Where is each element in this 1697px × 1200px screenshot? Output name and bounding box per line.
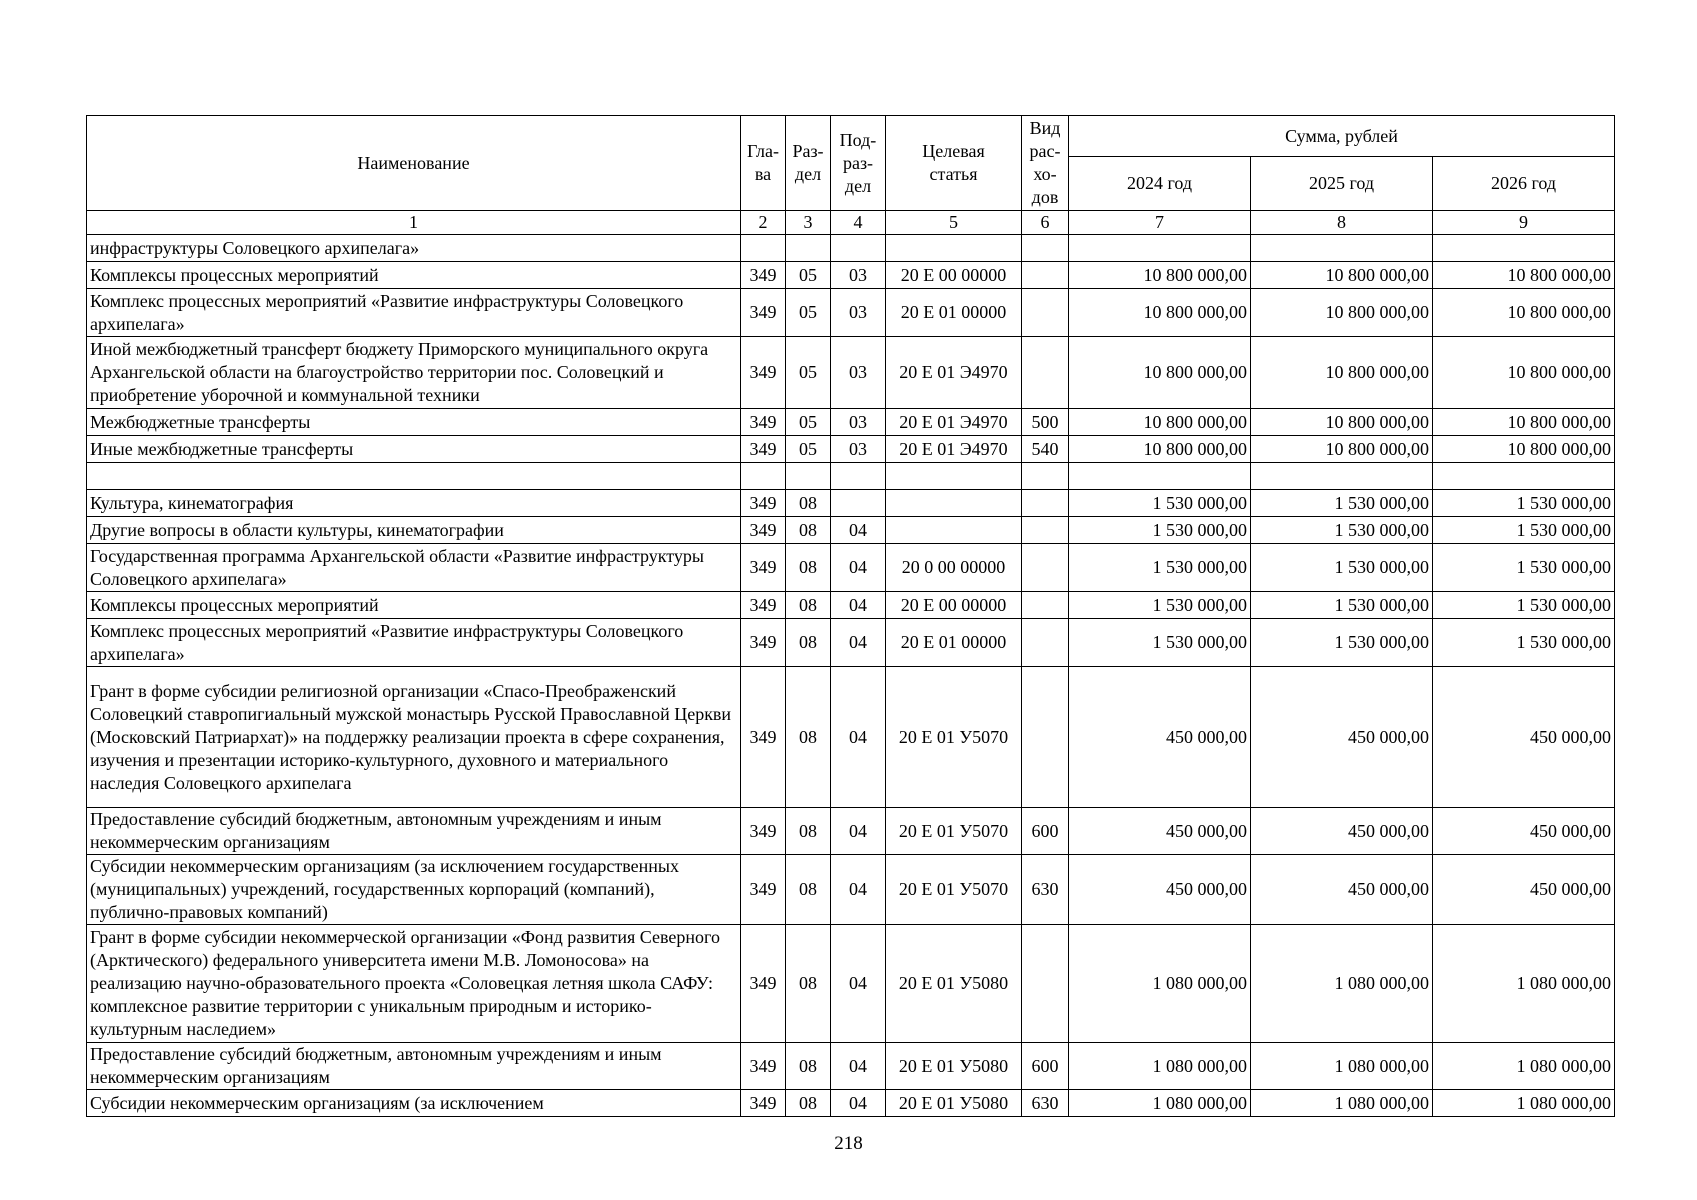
row-podrazdel: 03 bbox=[831, 337, 886, 409]
row-vid bbox=[1022, 337, 1069, 409]
header-glava: Гла- ва bbox=[741, 116, 786, 211]
row-sum-2026: 450 000,00 bbox=[1433, 808, 1615, 855]
row-sum-2025: 1 530 000,00 bbox=[1251, 619, 1433, 667]
row-vid bbox=[1022, 289, 1069, 337]
row-name: Субсидии некоммерческим организациям (за исключением bbox=[87, 1090, 741, 1117]
row-vid bbox=[1022, 667, 1069, 808]
header-razdel: Раз- дел bbox=[786, 116, 831, 211]
row-celevaya bbox=[886, 235, 1022, 262]
row-sum-2026 bbox=[1433, 463, 1615, 490]
row-sum-2025: 450 000,00 bbox=[1251, 855, 1433, 925]
row-razdel: 08 bbox=[786, 855, 831, 925]
row-sum-2024 bbox=[1069, 463, 1251, 490]
row-vid: 600 bbox=[1022, 1043, 1069, 1090]
row-sum-2026: 450 000,00 bbox=[1433, 667, 1615, 808]
row-sum-2025: 450 000,00 bbox=[1251, 808, 1433, 855]
row-vid bbox=[1022, 925, 1069, 1043]
col-num-1: 1 bbox=[87, 211, 741, 235]
row-vid bbox=[1022, 463, 1069, 490]
row-glava: 349 bbox=[741, 409, 786, 436]
row-glava bbox=[741, 463, 786, 490]
row-sum-2026: 10 800 000,00 bbox=[1433, 409, 1615, 436]
row-sum-2026: 450 000,00 bbox=[1433, 855, 1615, 925]
row-sum-2026 bbox=[1433, 235, 1615, 262]
row-glava: 349 bbox=[741, 1090, 786, 1117]
row-name: Комплекс процессных мероприятий «Развитие инфраструктуры Соловецкого архипелага» bbox=[87, 289, 741, 337]
row-sum-2025: 10 800 000,00 bbox=[1251, 409, 1433, 436]
row-sum-2026: 1 080 000,00 bbox=[1433, 1043, 1615, 1090]
row-name bbox=[87, 463, 741, 490]
row-razdel: 08 bbox=[786, 1043, 831, 1090]
row-sum-2026: 1 080 000,00 bbox=[1433, 925, 1615, 1043]
row-sum-2024: 1 530 000,00 bbox=[1069, 490, 1251, 517]
row-name: Государственная программа Архангельской области «Развитие инфраструктуры Соловецкого архипелага» bbox=[87, 544, 741, 592]
row-glava: 349 bbox=[741, 436, 786, 463]
header-celevaya: Целевая статья bbox=[886, 116, 1022, 211]
row-sum-2025: 1 080 000,00 bbox=[1251, 925, 1433, 1043]
row-celevaya bbox=[886, 463, 1022, 490]
row-sum-2025: 1 530 000,00 bbox=[1251, 490, 1433, 517]
row-podrazdel: 04 bbox=[831, 592, 886, 619]
col-num-8: 8 bbox=[1251, 211, 1433, 235]
row-razdel: 05 bbox=[786, 262, 831, 289]
row-vid bbox=[1022, 235, 1069, 262]
row-podrazdel bbox=[831, 463, 886, 490]
row-sum-2024: 1 530 000,00 bbox=[1069, 592, 1251, 619]
row-sum-2026: 10 800 000,00 bbox=[1433, 262, 1615, 289]
page-number: 218 bbox=[834, 1133, 863, 1154]
row-razdel: 08 bbox=[786, 517, 831, 544]
row-celevaya: 20 Е 01 Э4970 bbox=[886, 436, 1022, 463]
col-num-7: 7 bbox=[1069, 211, 1251, 235]
row-sum-2024: 10 800 000,00 bbox=[1069, 409, 1251, 436]
row-celevaya: 20 Е 01 00000 bbox=[886, 619, 1022, 667]
row-glava: 349 bbox=[741, 1043, 786, 1090]
row-sum-2025: 1 530 000,00 bbox=[1251, 544, 1433, 592]
row-sum-2026: 1 530 000,00 bbox=[1433, 544, 1615, 592]
row-vid: 630 bbox=[1022, 1090, 1069, 1117]
row-podrazdel: 04 bbox=[831, 855, 886, 925]
row-vid bbox=[1022, 490, 1069, 517]
row-name: Межбюджетные трансферты bbox=[87, 409, 741, 436]
row-name: Предоставление субсидий бюджетным, автономным учреждениям и иным некоммерческим организациям bbox=[87, 808, 741, 855]
row-vid: 600 bbox=[1022, 808, 1069, 855]
row-sum-2025 bbox=[1251, 463, 1433, 490]
budget-table bbox=[86, 115, 1615, 1117]
row-vid: 630 bbox=[1022, 855, 1069, 925]
row-razdel bbox=[786, 235, 831, 262]
row-podrazdel: 03 bbox=[831, 289, 886, 337]
row-sum-2025: 1 080 000,00 bbox=[1251, 1090, 1433, 1117]
row-podrazdel: 04 bbox=[831, 1090, 886, 1117]
row-celevaya: 20 Е 01 У5080 bbox=[886, 1090, 1022, 1117]
table-row bbox=[87, 855, 1615, 925]
row-celevaya: 20 Е 01 Э4970 bbox=[886, 337, 1022, 409]
row-name: Грант в форме субсидии некоммерческой организации «Фонд развития Северного (Арктического) федерального университета имени М.В. Ломоносова» на реализацию научно-образовательного проекта «Соловецкая летняя школа САФУ: комплексное развитие территории с уникальным природным и историко-культурным наследием» bbox=[87, 925, 741, 1043]
table-row bbox=[87, 619, 1615, 667]
col-num-6: 6 bbox=[1022, 211, 1069, 235]
row-name: Другие вопросы в области культуры, кинематографии bbox=[87, 517, 741, 544]
row-sum-2024 bbox=[1069, 235, 1251, 262]
row-razdel: 05 bbox=[786, 289, 831, 337]
row-glava: 349 bbox=[741, 337, 786, 409]
row-razdel: 08 bbox=[786, 619, 831, 667]
header-summa: Сумма, рублей bbox=[1069, 116, 1615, 157]
row-glava: 349 bbox=[741, 592, 786, 619]
table-row bbox=[87, 592, 1615, 619]
row-razdel: 08 bbox=[786, 1090, 831, 1117]
row-razdel: 08 bbox=[786, 667, 831, 808]
row-name: Комплексы процессных мероприятий bbox=[87, 262, 741, 289]
row-celevaya bbox=[886, 517, 1022, 544]
row-glava: 349 bbox=[741, 808, 786, 855]
row-razdel: 08 bbox=[786, 592, 831, 619]
row-sum-2024: 10 800 000,00 bbox=[1069, 289, 1251, 337]
row-sum-2024: 10 800 000,00 bbox=[1069, 436, 1251, 463]
row-celevaya: 20 0 00 00000 bbox=[886, 544, 1022, 592]
row-celevaya: 20 Е 01 У5070 bbox=[886, 808, 1022, 855]
row-name: Субсидии некоммерческим организациям (за исключением государственных (муниципальных) учреждений, государственных корпораций (компаний), публично-правовых компаний) bbox=[87, 855, 741, 925]
row-sum-2024: 10 800 000,00 bbox=[1069, 262, 1251, 289]
row-sum-2025: 450 000,00 bbox=[1251, 667, 1433, 808]
col-num-9: 9 bbox=[1433, 211, 1615, 235]
table-row bbox=[87, 463, 1615, 490]
row-sum-2024: 1 530 000,00 bbox=[1069, 517, 1251, 544]
row-sum-2024: 1 080 000,00 bbox=[1069, 1090, 1251, 1117]
row-name: инфраструктуры Соловецкого архипелага» bbox=[87, 235, 741, 262]
header-2024: 2024 год bbox=[1069, 157, 1251, 211]
row-razdel: 08 bbox=[786, 490, 831, 517]
table-row bbox=[87, 517, 1615, 544]
row-glava: 349 bbox=[741, 289, 786, 337]
row-glava: 349 bbox=[741, 619, 786, 667]
table-row bbox=[87, 667, 1615, 808]
row-sum-2026: 1 530 000,00 bbox=[1433, 592, 1615, 619]
row-razdel: 05 bbox=[786, 436, 831, 463]
row-razdel: 08 bbox=[786, 925, 831, 1043]
row-razdel: 05 bbox=[786, 409, 831, 436]
row-vid: 500 bbox=[1022, 409, 1069, 436]
table-row bbox=[87, 1090, 1615, 1117]
row-name: Иные межбюджетные трансферты bbox=[87, 436, 741, 463]
row-sum-2025: 1 080 000,00 bbox=[1251, 1043, 1433, 1090]
row-sum-2024: 1 530 000,00 bbox=[1069, 619, 1251, 667]
row-podrazdel: 03 bbox=[831, 436, 886, 463]
row-sum-2025: 10 800 000,00 bbox=[1251, 289, 1433, 337]
row-sum-2024: 450 000,00 bbox=[1069, 667, 1251, 808]
row-sum-2024: 450 000,00 bbox=[1069, 855, 1251, 925]
row-sum-2024: 1 080 000,00 bbox=[1069, 925, 1251, 1043]
row-podrazdel: 04 bbox=[831, 1043, 886, 1090]
row-vid: 540 bbox=[1022, 436, 1069, 463]
row-name: Комплексы процессных мероприятий bbox=[87, 592, 741, 619]
row-vid bbox=[1022, 262, 1069, 289]
row-glava: 349 bbox=[741, 544, 786, 592]
row-name: Предоставление субсидий бюджетным, автономным учреждениям и иным некоммерческим организациям bbox=[87, 1043, 741, 1090]
row-celevaya bbox=[886, 490, 1022, 517]
row-podrazdel: 04 bbox=[831, 517, 886, 544]
col-num-2: 2 bbox=[741, 211, 786, 235]
table-row bbox=[87, 925, 1615, 1043]
row-sum-2025: 10 800 000,00 bbox=[1251, 337, 1433, 409]
row-glava: 349 bbox=[741, 490, 786, 517]
row-celevaya: 20 Е 00 00000 bbox=[886, 592, 1022, 619]
row-razdel bbox=[786, 463, 831, 490]
header-podrazdel: Под- раз- дел bbox=[831, 116, 886, 211]
header-name: Наименование bbox=[87, 116, 741, 211]
row-sum-2024: 1 080 000,00 bbox=[1069, 1043, 1251, 1090]
col-num-3: 3 bbox=[786, 211, 831, 235]
table-row bbox=[87, 409, 1615, 436]
row-sum-2024: 450 000,00 bbox=[1069, 808, 1251, 855]
row-sum-2026: 10 800 000,00 bbox=[1433, 289, 1615, 337]
row-sum-2026: 10 800 000,00 bbox=[1433, 436, 1615, 463]
row-glava: 349 bbox=[741, 925, 786, 1043]
row-podrazdel bbox=[831, 490, 886, 517]
row-vid bbox=[1022, 619, 1069, 667]
row-podrazdel: 04 bbox=[831, 925, 886, 1043]
header-2025: 2025 год bbox=[1251, 157, 1433, 211]
row-razdel: 08 bbox=[786, 544, 831, 592]
table-row bbox=[87, 1043, 1615, 1090]
row-sum-2025 bbox=[1251, 235, 1433, 262]
row-razdel: 08 bbox=[786, 808, 831, 855]
row-sum-2026: 1 530 000,00 bbox=[1433, 517, 1615, 544]
row-glava bbox=[741, 235, 786, 262]
col-num-4: 4 bbox=[831, 211, 886, 235]
table-row bbox=[87, 262, 1615, 289]
row-sum-2025: 1 530 000,00 bbox=[1251, 592, 1433, 619]
row-razdel: 05 bbox=[786, 337, 831, 409]
row-glava: 349 bbox=[741, 855, 786, 925]
row-glava: 349 bbox=[741, 667, 786, 808]
row-celevaya: 20 Е 01 У5080 bbox=[886, 1043, 1022, 1090]
row-sum-2026: 1 080 000,00 bbox=[1433, 1090, 1615, 1117]
table-row bbox=[87, 544, 1615, 592]
row-glava: 349 bbox=[741, 262, 786, 289]
row-sum-2025: 10 800 000,00 bbox=[1251, 262, 1433, 289]
row-podrazdel: 03 bbox=[831, 409, 886, 436]
row-celevaya: 20 Е 01 Э4970 bbox=[886, 409, 1022, 436]
row-podrazdel: 04 bbox=[831, 808, 886, 855]
row-sum-2025: 10 800 000,00 bbox=[1251, 436, 1433, 463]
header-vid: Вид рас- хо- дов bbox=[1022, 116, 1069, 211]
row-podrazdel bbox=[831, 235, 886, 262]
row-vid bbox=[1022, 544, 1069, 592]
row-sum-2024: 1 530 000,00 bbox=[1069, 544, 1251, 592]
row-podrazdel: 03 bbox=[831, 262, 886, 289]
row-name: Грант в форме субсидии религиозной организации «Спасо-Преображенский Соловецкий ставропигиальный мужской монастырь Русской Православной Церкви (Московский Патриархат)» на поддержку реализации проекта в сфере сохранения, изучения и презентации историко-культурного, духовного и материального наследия Соловецкого архипелага bbox=[87, 667, 741, 808]
col-num-5: 5 bbox=[886, 211, 1022, 235]
row-podrazdel: 04 bbox=[831, 667, 886, 808]
row-glava: 349 bbox=[741, 517, 786, 544]
row-sum-2025: 1 530 000,00 bbox=[1251, 517, 1433, 544]
row-celevaya: 20 Е 01 У5080 bbox=[886, 925, 1022, 1043]
table-row bbox=[87, 808, 1615, 855]
row-celevaya: 20 Е 01 У5070 bbox=[886, 855, 1022, 925]
row-name: Иной межбюджетный трансферт бюджету Приморского муниципального округа Архангельской области на благоустройство территории пос. Соловецкий и приобретение уборочной и коммунальной техники bbox=[87, 337, 741, 409]
row-celevaya: 20 Е 01 00000 bbox=[886, 289, 1022, 337]
table-row bbox=[87, 436, 1615, 463]
table-row bbox=[87, 490, 1615, 517]
row-celevaya: 20 Е 01 У5070 bbox=[886, 667, 1022, 808]
row-celevaya: 20 Е 00 00000 bbox=[886, 262, 1022, 289]
row-sum-2026: 1 530 000,00 bbox=[1433, 490, 1615, 517]
table-row bbox=[87, 235, 1615, 262]
row-name: Культура, кинематография bbox=[87, 490, 741, 517]
table-row bbox=[87, 289, 1615, 337]
row-podrazdel: 04 bbox=[831, 619, 886, 667]
row-vid bbox=[1022, 517, 1069, 544]
row-name: Комплекс процессных мероприятий «Развитие инфраструктуры Соловецкого архипелага» bbox=[87, 619, 741, 667]
table-row bbox=[87, 337, 1615, 409]
row-podrazdel: 04 bbox=[831, 544, 886, 592]
row-sum-2026: 10 800 000,00 bbox=[1433, 337, 1615, 409]
row-sum-2024: 10 800 000,00 bbox=[1069, 337, 1251, 409]
row-vid bbox=[1022, 592, 1069, 619]
header-2026: 2026 год bbox=[1433, 157, 1615, 211]
row-sum-2026: 1 530 000,00 bbox=[1433, 619, 1615, 667]
